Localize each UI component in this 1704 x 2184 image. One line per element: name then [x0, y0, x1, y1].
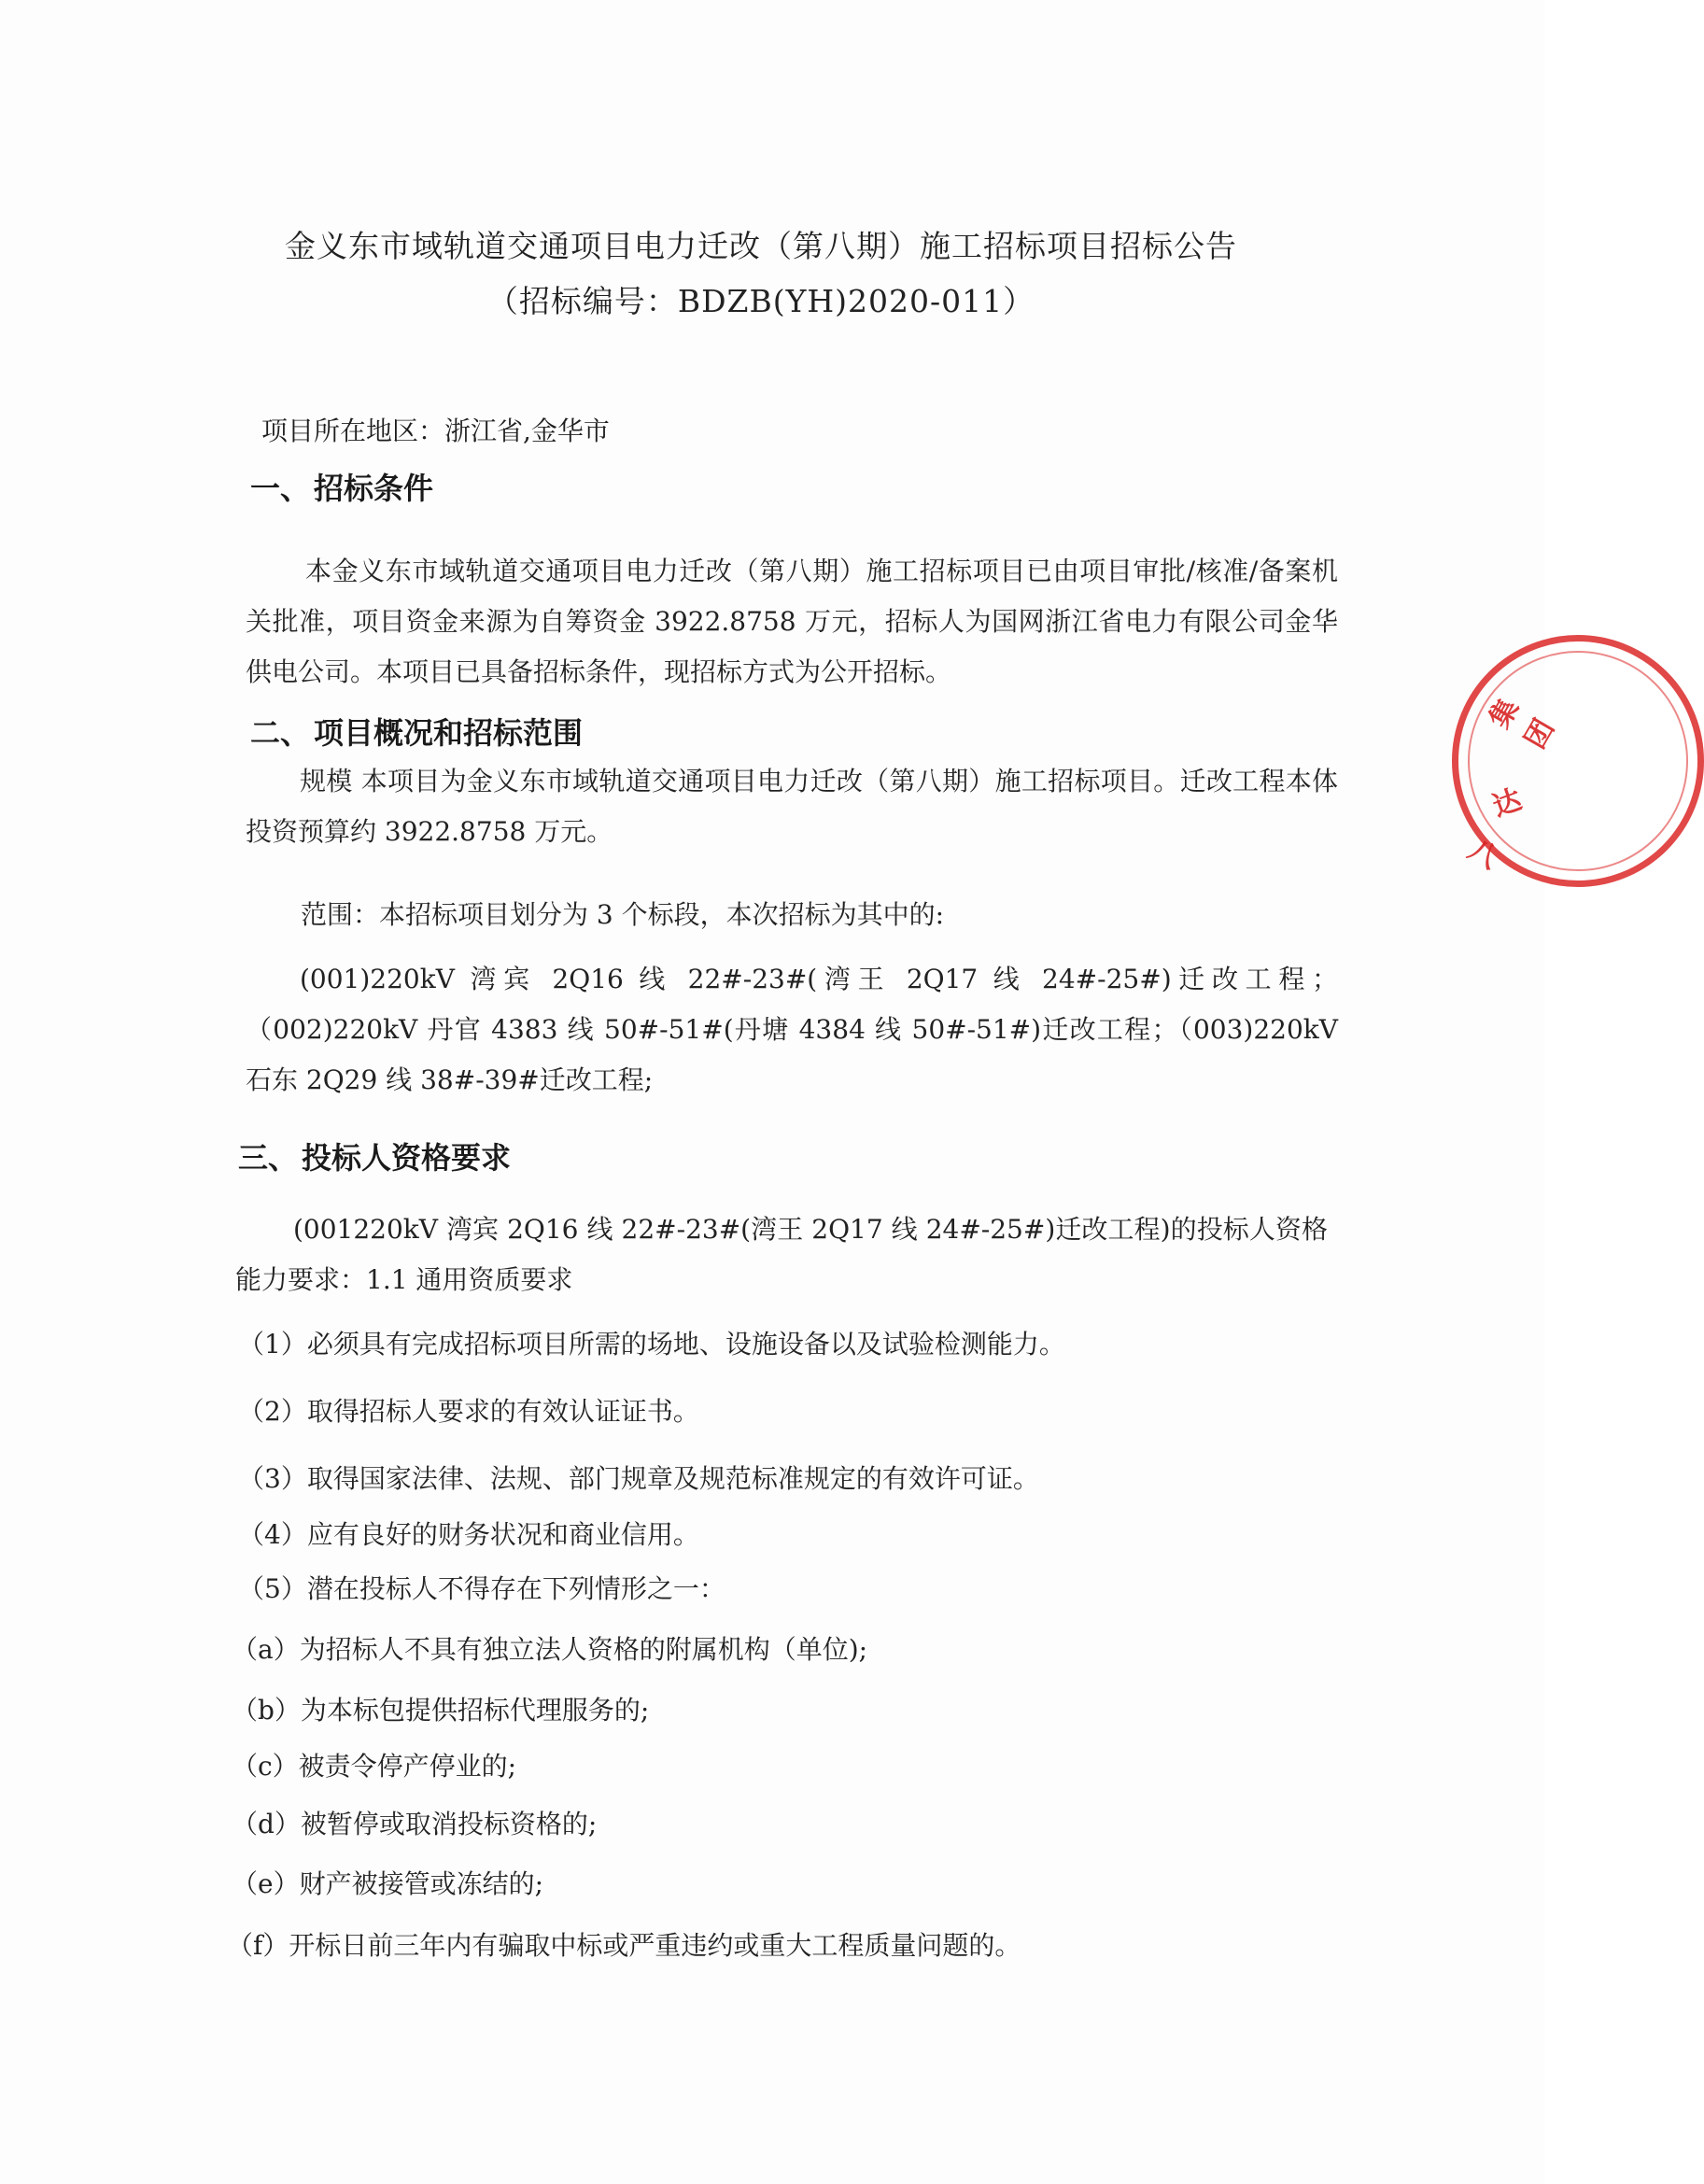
requirement-item: （5）潜在投标人不得存在下列情形之一：	[238, 1573, 725, 1604]
seal-text-bottom: 达	[1488, 782, 1527, 824]
requirement-item: （1）必须具有完成招标项目所需的场地、设施设备以及试验检测能力。	[238, 1329, 1065, 1360]
requirement-item: （3）取得国家法律、法规、部门规章及规范标准规定的有效许可证。	[238, 1463, 1039, 1494]
requirement-item: （2）取得招标人要求的有效认证证书。	[238, 1396, 699, 1427]
section-1-paragraph: 本金义东市域轨道交通项目电力迁改（第八期）施工招标项目已由项目审批/核准/备案机关批准，项目资金来源为自筹资金 3922.8758 万元，招标人为国网浙江省电力有限公司金华供电公司。本项目已具备招标条件，现招标方式为公开招标。	[246, 556, 1338, 687]
section-1-title: 招标条件	[314, 471, 434, 506]
section-2-scale-paragraph: 规模 本项目为金义东市域轨道交通项目电力迁改（第八期）施工招标项目。迁改工程本体投资预算约 3922.8758 万元。	[246, 766, 1338, 847]
requirement-subitem: （b）为本标包提供招标代理服务的;	[232, 1695, 650, 1726]
project-region: 项目所在地区：浙江省,金华市	[261, 416, 610, 446]
tender-number: （招标编号：BDZB(YH)2020-011）	[486, 283, 1035, 319]
section-3-number: 三、	[238, 1140, 299, 1176]
section-3-title: 投标人资格要求	[302, 1140, 512, 1176]
section-2-title: 项目概况和招标范围	[314, 715, 584, 751]
section-2-heading	[250, 710, 583, 753]
section-2-number: 二、	[250, 715, 311, 751]
requirement-subitem: （a）为招标人不具有独立法人资格的附属机构（单位);	[232, 1634, 868, 1665]
section-1-number: 一、	[250, 471, 311, 506]
requirement-subitem: （e）财产被接管或冻结的;	[232, 1868, 544, 1899]
requirement-subitem: （d）被暂停或取消投标资格的;	[232, 1809, 598, 1839]
document-title: 金义东市域轨道交通项目电力迁改（第八期）施工招标项目招标公告	[285, 228, 1237, 264]
section-1-heading	[250, 465, 433, 508]
seal-text-top: 集团	[1483, 693, 1561, 754]
section-2-scope-line: 范围：本招标项目划分为 3 个标段，本次招标为其中的:	[301, 899, 945, 930]
section-3-heading	[238, 1134, 511, 1177]
requirement-subitem: （f）开标日前三年内有骗取中标或严重违约或重大工程质量问题的。	[227, 1930, 1021, 1961]
seal-text-left: 八	[1462, 833, 1503, 876]
requirement-subitem: （c）被责令停产停业的;	[232, 1751, 517, 1782]
section-2-lots-paragraph: (001)220kV 湾宾 2Q16 线 22#-23#(湾王 2Q17 线 24#-25#)迁改工程；（002)220kV 丹官 4383 线 50#-51#(丹塘 4384 线 50#-51#)迁改工程；（003)220kV 石东 2Q29 线 38#-39#迁改工程;	[246, 964, 1338, 1095]
section-3-intro-paragraph: (001220kV 湾宾 2Q16 线 22#-23#(湾王 2Q17 线 24#-25#)迁改工程)的投标人资格能力要求：1.1 通用资质要求	[235, 1214, 1328, 1295]
requirement-item: （4）应有良好的财务状况和商业信用。	[238, 1519, 699, 1550]
